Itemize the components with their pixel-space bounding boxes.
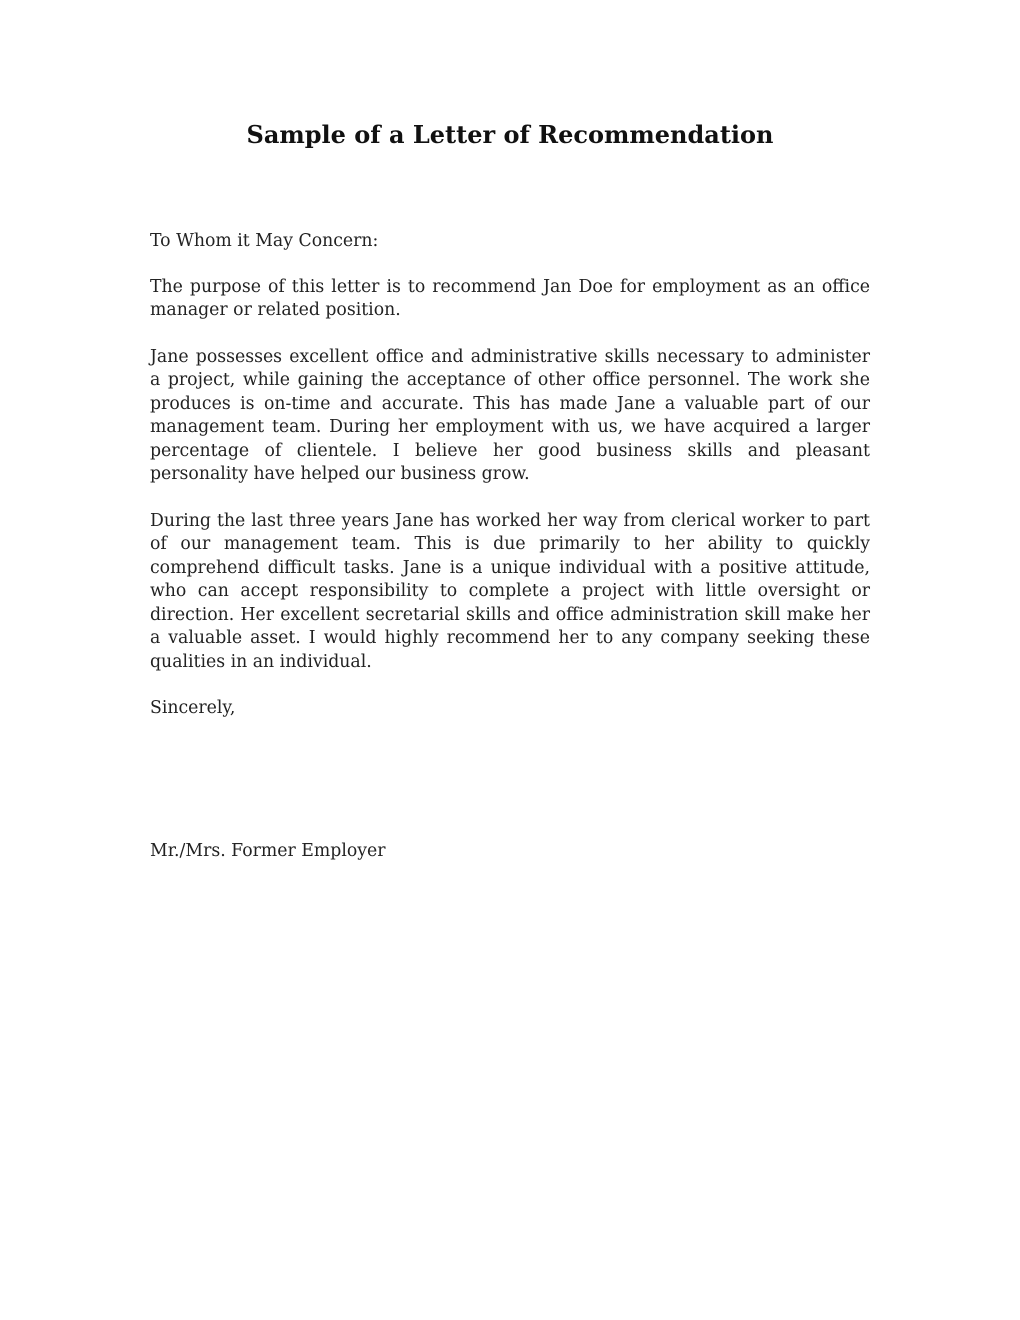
letter-body (150, 230, 870, 721)
signature: Mr./Mrs. Former Employer (150, 841, 386, 861)
paragraph-experience: During the last three years Jane has worked her way from clerical worker to part of our management team. This is due primarily to her ability to quickly comprehend difficult tasks. Jane is a unique individual with a positive attitude, who can accept responsibility to complete a project with little oversight or direction. Her excellent secretarial skills and office administration skill make her a valuable asset. I would highly recommend her to any company seeking these qualities in an individual. (150, 510, 870, 672)
page-title: Sample of a Letter of Recommendation (246, 120, 774, 149)
salutation: To Whom it May Concern: (150, 231, 379, 251)
paragraph-skills: Jane possesses excellent office and administrative skills necessary to administer a project, while gaining the acceptance of other office personnel. The work she produces is on-time and accurate. This has made Jane a valuable part of our management team. During her employment with us, we have acquired a larger percentage of clientele. I believe her good business skills and pleasant personality have helped our business grow. (150, 346, 870, 484)
closing: Sincerely, (150, 698, 236, 718)
paragraph-purpose: The purpose of this letter is to recommend Jan Doe for employment as an office manager or related position. (150, 276, 870, 320)
